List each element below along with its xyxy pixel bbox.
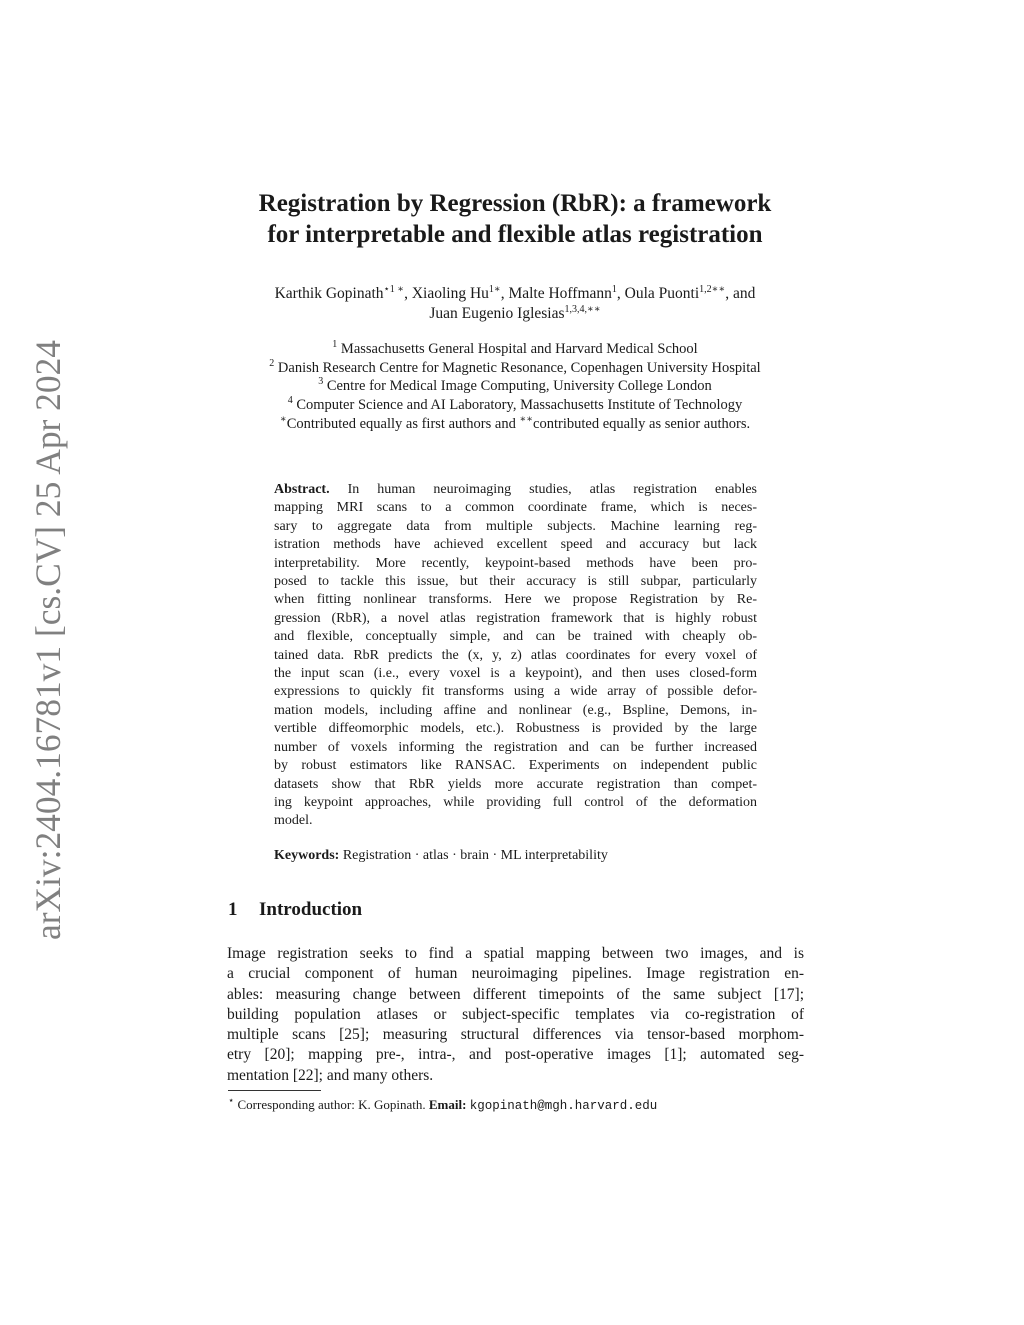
abstract-line: ing keypoint approaches, while providing full control of the deformation: [274, 794, 757, 810]
abstract-line: number of voxels informing the registration and can be further increased: [274, 739, 757, 755]
section-title: Introduction: [259, 899, 363, 920]
title-line-2: for interpretable and flexible atlas registration: [267, 221, 763, 248]
author-line-2: [205, 304, 825, 324]
abstract: [274, 481, 757, 831]
keywords-label: Keywords:: [274, 848, 340, 863]
author-name: Juan Eugenio Iglesias: [429, 305, 565, 322]
keywords: [274, 847, 757, 865]
affiliation-sup: 2: [269, 357, 275, 369]
affiliation-text: Danish Research Centre for Magnetic Resonance, Copenhagen University Hospital: [277, 359, 761, 376]
paragraph-line: multiple scans [25]; measuring structural differences via tensor-based morphom-: [227, 1026, 804, 1044]
author-affil-sup: 1,3,4,∗∗: [564, 303, 601, 315]
abstract-line: vertible diffeomorphic models, etc.). Robustness is provided by the large: [274, 721, 757, 737]
affiliation-item: [205, 340, 825, 359]
abstract-line: sary to aggregate data from multiple subjects. Machine learning reg-: [274, 518, 757, 534]
footnote-rule: [228, 1090, 321, 1091]
affiliation-sup: 1: [332, 339, 338, 351]
abstract-line: istration methods have achieved excellent speed and accuracy but lack: [274, 537, 757, 553]
author-affil-sup: 1∗: [488, 283, 501, 295]
author-line-1: [205, 284, 825, 304]
paragraph-line: a crucial component of human neuroimaging pipelines. Image registration en-: [227, 965, 804, 983]
affiliation-sup: 3: [318, 376, 324, 388]
paragraph-line: mentation [22]; and many others.: [227, 1066, 434, 1084]
affiliation-list: [205, 340, 825, 434]
paragraph-line: building population atlases or subject-specific templates via co-registration of: [227, 1005, 804, 1023]
author-name: , Oula Puonti: [616, 285, 700, 302]
intro-paragraph: [227, 944, 804, 1086]
paragraph-line: Image registration seeks to find a spatial mapping between two images, and is: [227, 945, 804, 962]
affiliation-item: [205, 377, 825, 396]
abstract-line: datasets show that RbR yields more accurate registration than compet-: [274, 776, 757, 792]
affiliation-text: Computer Science and AI Laboratory, Massachusetts Institute of Technology: [296, 397, 743, 414]
section-number: 1: [228, 899, 238, 920]
footnote-email[interactable]: kgopinath@mgh.harvard.edu: [469, 1099, 658, 1113]
abstract-line: mation models, including affine and nonlinear (e.g., Bspline, Demons, in-: [274, 702, 757, 718]
paragraph-line: etry [20]; mapping pre-, intra-, and post-operative images [1]; automated seg-: [227, 1046, 804, 1064]
author-affil-sup: ⋆1 ∗: [383, 283, 405, 295]
abstract-line: the input scan (i.e., every voxel is a keypoint), and then uses closed-form: [274, 666, 757, 682]
abstract-line: by robust estimators like RANSAC. Experiments on independent public: [274, 758, 757, 774]
contribution-sup: ∗∗: [519, 413, 534, 425]
paper-title: [200, 188, 830, 250]
abstract-line: when fitting nonlinear transforms. Here we propose Registration by Re-: [274, 592, 757, 608]
author-affil-sup: 1: [611, 283, 617, 295]
footnote: [228, 1097, 657, 1114]
footnote-text: Corresponding author: K. Gopinath.: [234, 1097, 429, 1112]
affiliation-text: Centre for Medical Image Computing, University College London: [326, 378, 712, 395]
affiliation-sup: 4: [287, 395, 293, 407]
abstract-line: mapping MRI scans to a common coordinate frame, which is neces-: [274, 500, 757, 516]
abstract-line: tained data. RbR predicts the (x, y, z) atlas coordinates for every voxel of: [274, 647, 757, 663]
author-name: Karthik Gopinath: [274, 285, 384, 302]
footnote-sup: ⋆: [228, 1095, 235, 1107]
abstract-line: model.: [274, 813, 313, 829]
keywords-text: Registration · atlas · brain · ML interpretability: [339, 848, 608, 863]
arxiv-stamp: [14, 330, 74, 950]
abstract-line: [274, 481, 757, 499]
author-affil-sup: 1,2∗∗: [699, 283, 726, 295]
contribution-sup: ∗: [279, 413, 287, 425]
arxiv-id-text: arXiv:2404.16781v1 [cs.CV] 25 Apr 2024: [28, 330, 68, 940]
author-name: , Malte Hoffmann: [500, 285, 612, 302]
author-list: [205, 284, 825, 324]
abstract-line: and flexible, conceptually simple, and can be trained with cheaply ob-: [274, 629, 757, 645]
abstract-line: gression (RbR), a novel atlas registration framework that is highly robust: [274, 610, 757, 626]
contribution-text: contributed equally as senior authors.: [533, 415, 751, 432]
author-conjunction: , and: [725, 285, 756, 302]
paragraph-line: ables: measuring change between different timepoints of the same subject [17];: [227, 985, 804, 1003]
abstract-line: posed to tackle this issue, but their accuracy is still subpar, particularly: [274, 574, 757, 590]
footnote-email-label: Email:: [428, 1097, 467, 1112]
affiliation-item: [205, 359, 825, 378]
abstract-line: expressions to quickly fit transforms using a wide array of possible defor-: [274, 684, 757, 700]
author-name: , Xiaoling Hu: [404, 285, 489, 302]
title-line-1: Registration by Regression (RbR): a framework: [258, 190, 772, 217]
abstract-label: Abstract.: [274, 482, 330, 497]
affiliation-text: Massachusetts General Hospital and Harvard Medical School: [340, 341, 698, 357]
section-heading: [228, 899, 362, 921]
contribution-note: [205, 415, 825, 434]
abstract-text: In human neuroimaging studies, atlas registration enables: [329, 482, 757, 497]
affiliation-item: [205, 396, 825, 415]
abstract-line: interpretability. More recently, keypoint-based methods have been pro-: [274, 555, 757, 571]
contribution-text: Contributed equally as first authors and: [286, 415, 520, 432]
